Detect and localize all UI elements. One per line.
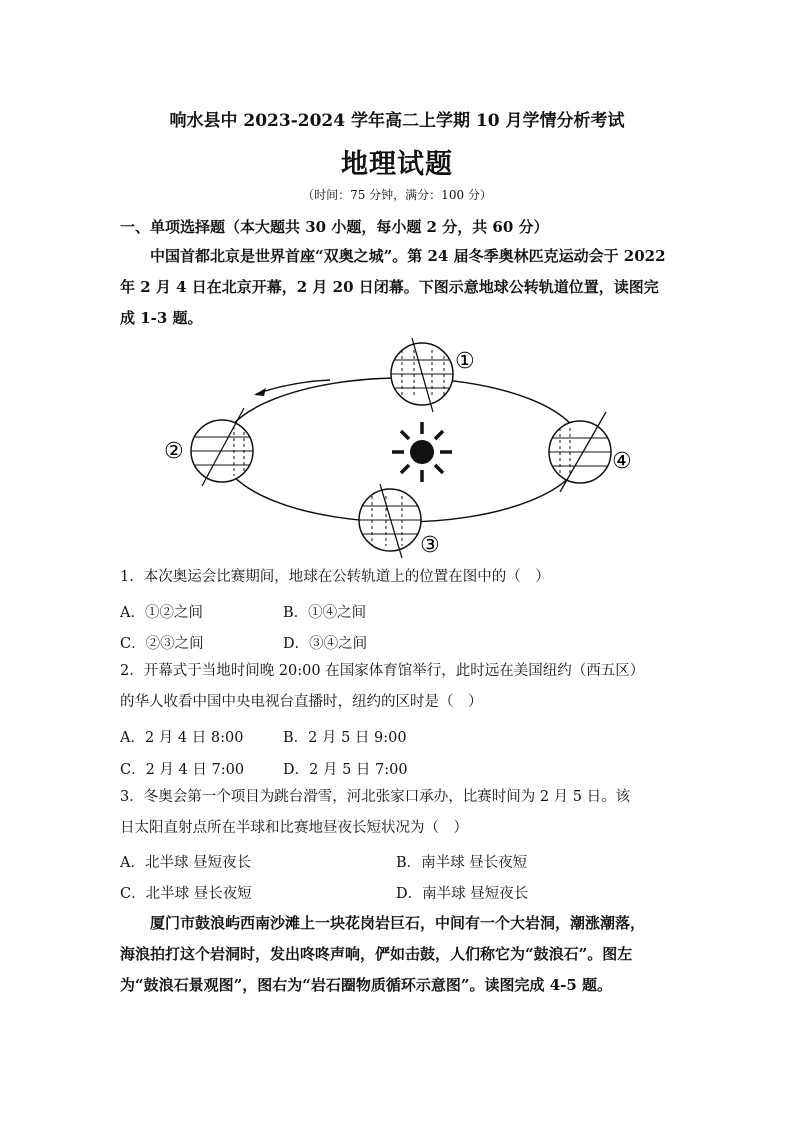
label-4: ④ bbox=[612, 449, 632, 474]
earth-position-3 bbox=[358, 484, 422, 558]
q1-option-b: B．①④之间 bbox=[283, 605, 367, 621]
q3-option-a: A．北半球 昼短夜长 bbox=[120, 855, 252, 871]
stem-line: 2．开幕式于当地时间晚 20:00 在国家体育馆举行，此时远在美国纽约（西五区） bbox=[120, 663, 645, 679]
subject-title: 地理试题 bbox=[341, 149, 453, 180]
q1-option-a: A．①②之间 bbox=[120, 605, 203, 621]
revolution-arrow-icon bbox=[254, 380, 330, 396]
intro-line: 成 1-3 题。 bbox=[120, 309, 203, 327]
intro-paragraph-2 bbox=[120, 908, 680, 1001]
question-1-stem: 1．本次奥运会比赛期间，地球在公转轨道上的位置在图中的（ ） bbox=[120, 569, 550, 585]
question-3-stem bbox=[120, 782, 680, 844]
question-2-stem bbox=[120, 656, 680, 718]
q3-option-c: C．北半球 昼长夜短 bbox=[120, 886, 252, 902]
stem-line: 的华人收看中国中央电视台直播时，纽约的区时是（ ） bbox=[120, 694, 483, 710]
label-2: ② bbox=[164, 439, 184, 464]
intro-paragraph-1 bbox=[120, 241, 680, 334]
q2-option-c: C．2 月 4 日 7:00 bbox=[120, 762, 245, 778]
intro-line: 年 2 月 4 日在北京开幕，2 月 20 日闭幕。下图示意地球公转轨道位置，读图完 bbox=[120, 278, 659, 296]
label-3: ③ bbox=[420, 533, 440, 558]
q2-option-a: A．2 月 4 日 8:00 bbox=[120, 730, 244, 746]
sun-icon bbox=[392, 422, 452, 482]
q2-option-b: B．2 月 5 日 9:00 bbox=[283, 730, 407, 746]
exam-info: （时间：75 分钟，满分：100 分） bbox=[302, 188, 492, 202]
q1-option-c: C．②③之间 bbox=[120, 636, 204, 652]
intro-line: 海浪拍打这个岩洞时，发出咚咚声响，俨如击鼓，人们称它为“鼓浪石”。图左 bbox=[120, 945, 633, 963]
intro-line: 中国首都北京是世界首座“双奥之城”。第 24 届冬季奥林匹克运动会于 2022 bbox=[150, 247, 666, 265]
q1-option-d: D．③④之间 bbox=[283, 636, 368, 652]
intro-line: 厦门市鼓浪屿西南沙滩上一块花岗岩巨石，中间有一个大岩洞，潮涨潮落， bbox=[150, 914, 646, 932]
earth-position-1 bbox=[390, 338, 454, 412]
intro-line: 为“鼓浪石景观图”，图右为“岩石圈物质循环示意图”。读图完成 4-5 题。 bbox=[120, 976, 613, 994]
stem-line: 3．冬奥会第一个项目为跳台滑雪，河北张家口承办，比赛时间为 2 月 5 日。该 bbox=[120, 789, 631, 805]
q2-option-d: D．2 月 5 日 7:00 bbox=[283, 762, 408, 778]
exam-title: 响水县中 2023-2024 学年高二上学期 10 月学情分析考试 bbox=[169, 111, 625, 131]
section-heading: 一、单项选择题（本大题共 30 小题，每小题 2 分，共 60 分） bbox=[120, 218, 549, 236]
q3-option-d: D．南半球 昼短夜长 bbox=[396, 886, 529, 902]
earth-position-2 bbox=[190, 408, 254, 486]
label-1: ① bbox=[455, 349, 475, 374]
earth-orbit-figure bbox=[150, 336, 650, 566]
q3-option-b: B．南半球 昼长夜短 bbox=[396, 855, 528, 871]
stem-line: 日太阳直射点所在半球和比赛地昼夜长短状况为（ ） bbox=[120, 820, 468, 836]
earth-position-4 bbox=[548, 412, 612, 492]
